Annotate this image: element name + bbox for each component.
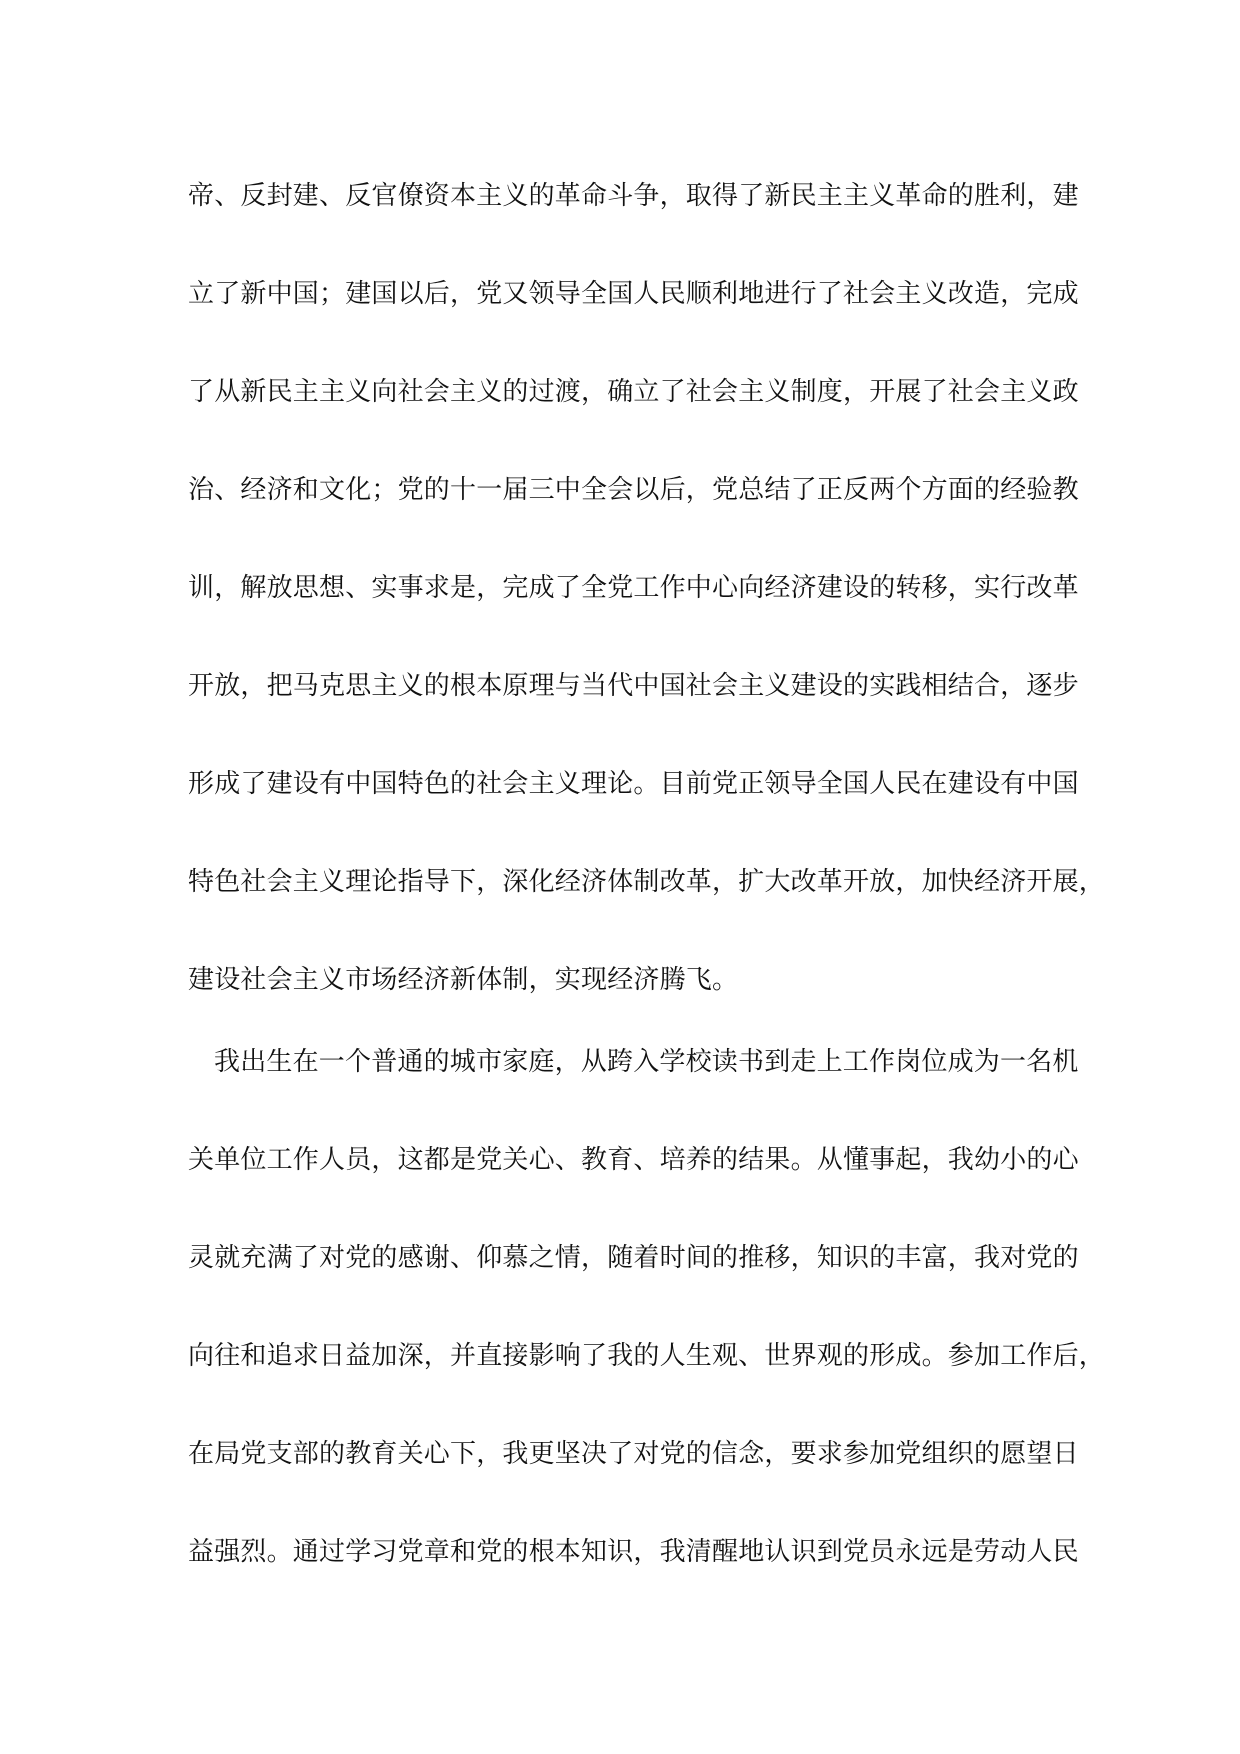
text-line: 灵就充满了对党的感谢、仰慕之情，随着时间的推移，知识的丰富，我对党的 (188, 1243, 1079, 1273)
text-line: 关单位工作人员，这都是党关心、教育、培养的结果。从懂事起，我幼小的心 (188, 1145, 1079, 1175)
text-line: 特色社会主义理论指导下，深化经济体制改革，扩大改革开放，加快经济开展， (188, 867, 1106, 897)
text-line: 形成了建设有中国特色的社会主义理论。目前党正领导全国人民在建设有中国 (188, 769, 1079, 799)
text-line: 开放，把马克思主义的根本原理与当代中国社会主义建设的实践相结合，逐步 (188, 671, 1079, 701)
text-line: 建设社会主义市场经济新体制，实现经济腾飞。 (188, 965, 739, 995)
text-line: 益强烈。通过学习党章和党的根本知识，我清醒地认识到党员永远是劳动人民 (188, 1537, 1079, 1567)
paragraph-first-line: 我出生在一个普通的城市家庭，从跨入学校读书到走上工作岗位成为一名机 (214, 1047, 1079, 1077)
text-line: 在局党支部的教育关心下，我更坚决了对党的信念，要求参加党组织的愿望日 (188, 1439, 1079, 1469)
text-line: 治、经济和文化；党的十一届三中全会以后，党总结了正反两个方面的经验教 (188, 475, 1079, 505)
text-line: 训，解放思想、实事求是，完成了全党工作中心向经济建设的转移，实行改革 (188, 573, 1079, 603)
text-line: 立了新中国；建国以后，党又领导全国人民顺利地进行了社会主义改造，完成 (188, 279, 1079, 309)
text-line: 了从新民主主义向社会主义的过渡，确立了社会主义制度，开展了社会主义政 (188, 377, 1079, 407)
text-line: 帝、反封建、反官僚资本主义的革命斗争，取得了新民主主义革命的胜利，建 (188, 181, 1079, 211)
text-line: 向往和追求日益加深，并直接影响了我的人生观、世界观的形成。参加工作后， (188, 1341, 1106, 1371)
